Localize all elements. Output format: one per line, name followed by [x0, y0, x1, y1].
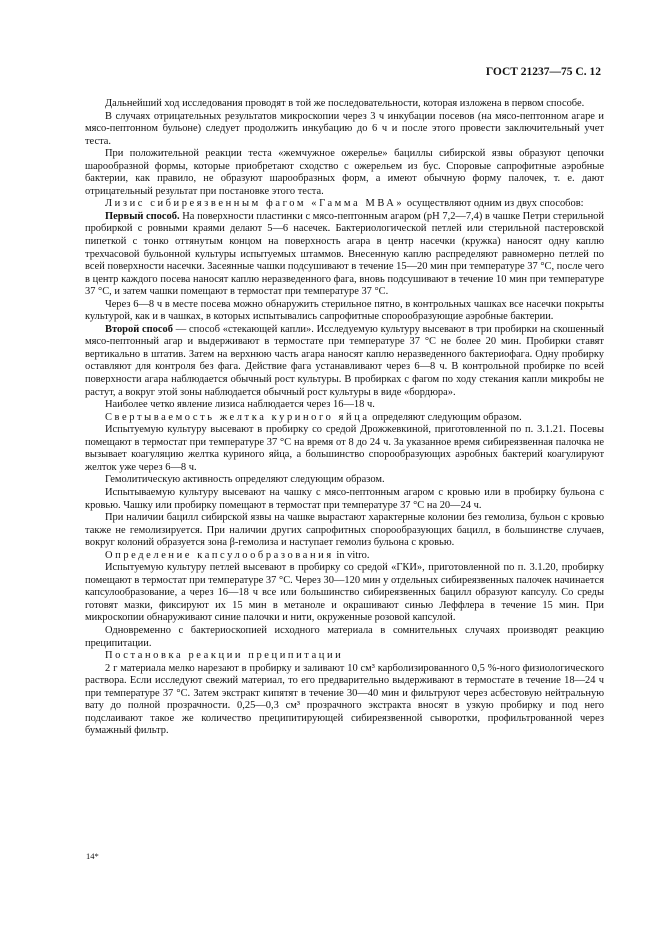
paragraph [85, 650, 604, 663]
paragraph-text: Гемолитическую активность определяют следующим образом. [105, 474, 385, 486]
paragraph [85, 198, 604, 211]
paragraph-text: При наличии бацилл сибирской язвы на чашке вырастают характерные колонии без гемолиза, бульон с кровью также не гемолизируется. При наличии других сапрофитных спорообразующих бацилл, в большинстве случаев, вокруг колоний образуется зона β-гемолиза и наступает гемолиз бульона с кровью. [85, 512, 604, 549]
body-text [85, 98, 604, 738]
paragraph-text: Испытываемую культуру высевают на чашку с мясо-пептонным агаром с кровью или в пробирку бульона с кровью. Чашку или пробирку помещают в термостат при температуре 37 °С на 20—24 ч. [85, 486, 604, 511]
paragraph-text: На поверхности пластинки с мясо-пептонным агаром (рН 7,2—7,4) в чашке Петри стерильной пробиркой с ровными краями делают 5—6 насечек. Бактериологической петлей или стерильной пастеровской пипеткой с тонко оттянутым концом на поверхность агара в центр насечки (кружка) наносят одну каплю трехчасовой бульонной культуры испытуемых штаммов. Внесенную каплю распределяют равномерно петлей по всей поверхности насечки. Засеянные чашки подсушивают в течение 15—20 мин при температуре 37 °С, после чего в центр каждого посева наносят каплю неразведенного фага, вновь подсушивают в течение 10 мин при температуре 37 °С, и затем чашки помещают в термостат при температуре 37 °С. [85, 210, 604, 298]
paragraph-text: in vitro. [333, 549, 370, 561]
section-lead: Постановка реакции преципитации [105, 650, 344, 662]
method-lead: Второй способ [105, 323, 173, 335]
method-lead: Первый способ. [105, 210, 180, 222]
section-lead: Лизис сибиреязвенным фагом «Гамма МВА» [105, 198, 405, 210]
paragraph [85, 474, 604, 487]
paragraph-text: В случаях отрицательных результатов микроскопии через 3 ч инкубации посевов (на мясо-пептонном агаре и мясо-пептонном бульоне) следует продолжить инкубацию до 6 ч и после этого провести заключительный учет теста. [85, 110, 604, 147]
paragraph [85, 487, 604, 512]
paragraph [85, 625, 604, 650]
paragraph [85, 211, 604, 299]
paragraph [85, 98, 604, 111]
page-header: ГОСТ 21237—75 С. 12 [485, 66, 601, 78]
paragraph-text: осуществляют одним из двух способов: [404, 198, 584, 210]
paragraph-text: Наиболее четко явление лизиса наблюдается через 16—18 ч. [105, 399, 375, 411]
section-lead: Определение капсулообразования [105, 549, 334, 561]
paragraph-text: — способ «стекающей капли». Исследуемую культуру высевают в три пробирки на скошенный мясо-пептонный агар и выдерживают в термостате при температуре 37 °С не более 20 мин. Пробирки ставят вертикально в штатив. Затем на верхнюю часть агара наносят каплю неразведенного бактериофага. Одну пробирку оставляют для контроля без фага. Действие фага устанавливают через 6—8 ч. В контрольной пробирке по всей поверхности агара наблюдается обычный рост культуры. В пробирках с фагом по ходу стекания капли микробы не растут, а вокруг этой зоны наблюдается обычный рост культуры в виде «бордюра». [85, 323, 604, 398]
paragraph-text: Одновременно с бактериоскопией исходного материала в сомнительных случаях производят реакцию преципитации. [85, 624, 604, 649]
paragraph [85, 399, 604, 412]
paragraph-text: Через 6—8 ч в месте посева можно обнаружить стерильное пятно, в контрольных чашках все насечки покрыты культурой, как и в чашках, в которых испытывались сапрофитные спорообразующие аэробные бактерии. [85, 298, 604, 323]
paragraph [85, 512, 604, 550]
section-lead: Свертываемость желтка куриного яйца [105, 411, 370, 423]
paragraph [85, 412, 604, 425]
paragraph [85, 550, 604, 563]
paragraph-text: Дальнейший ход исследования проводят в той же последовательности, которая изложена в первом способе. [105, 98, 585, 109]
paragraph [85, 148, 604, 198]
paragraph-text: 2 г материала мелко нарезают в пробирку и заливают 10 см³ карболизированного 0,5 %-ного физиологического раствора. Если исследуют свежий материал, то его предварительно выдерживают в термостате в течение 18—24 ч при температуре 37 °С. Затем экстракт кипятят в течение 30—40 мин и фильтруют через асбестовую нейтральную вату до полной прозрачности. 0,25—0,3 см³ прозрачного экстракта вносят в узкую пробирку и под него подслаивают такое же количество преципитирующей сибиреязвенной сыворотки, профильтрованной через бумажный фильтр. [85, 662, 604, 737]
paragraph-text: Испытуемую культуру высевают в пробирку со средой Дрожжевкиной, приготовленной по п. 3.1.21. Посевы помещают в термостат при температуре 37 °С на время от 8 до 24 ч. За указанное время сибиреязвенная палочка не вызывает коагуляцию желтка куриного яйца, а большинство спорообразующих аэробных бактерий коагулируют желток уже через 6—8 ч. [85, 424, 604, 473]
paragraph-text: определяют следующим образом. [369, 411, 522, 423]
paragraph [85, 663, 604, 738]
paragraph [85, 562, 604, 625]
page-footer: 14* [86, 851, 99, 861]
paragraph-text: При положительной реакции теста «жемчужное ожерелье» бациллы сибирской язвы образуют цепочки шарообразной формы, которые приобретают сходство с ожерельем из бус. Споровые сапрофитные аэробные бактерии, как правило, не образуют шарообразных форм, а имеют обычную форму палочек, т. е. дают отрицательный результат при постановке этого теста. [85, 148, 604, 197]
paragraph [85, 299, 604, 324]
paragraph [85, 424, 604, 474]
paragraph [85, 324, 604, 399]
paragraph-text: Испытуемую культуру петлей высевают в пробирку со средой «ГКИ», приготовленной по п. 3.1.20, пробирку помещают в термостат при температуре 37 °С. Через 30—120 мин у отдельных сибиреязвенных палочек начинается капсулообразование, а через 16—18 ч все или большинство сибиреязвенных бацилл образуют капсулу. Со среды готовят мазки, фиксируют их 15 мин в метаноле и окрашивают синью Леффлера в течение 15 мин. При микроскопии обнаруживают синие палочки и нити, окруженные розовой капсулой. [85, 562, 604, 624]
paragraph [85, 111, 604, 149]
